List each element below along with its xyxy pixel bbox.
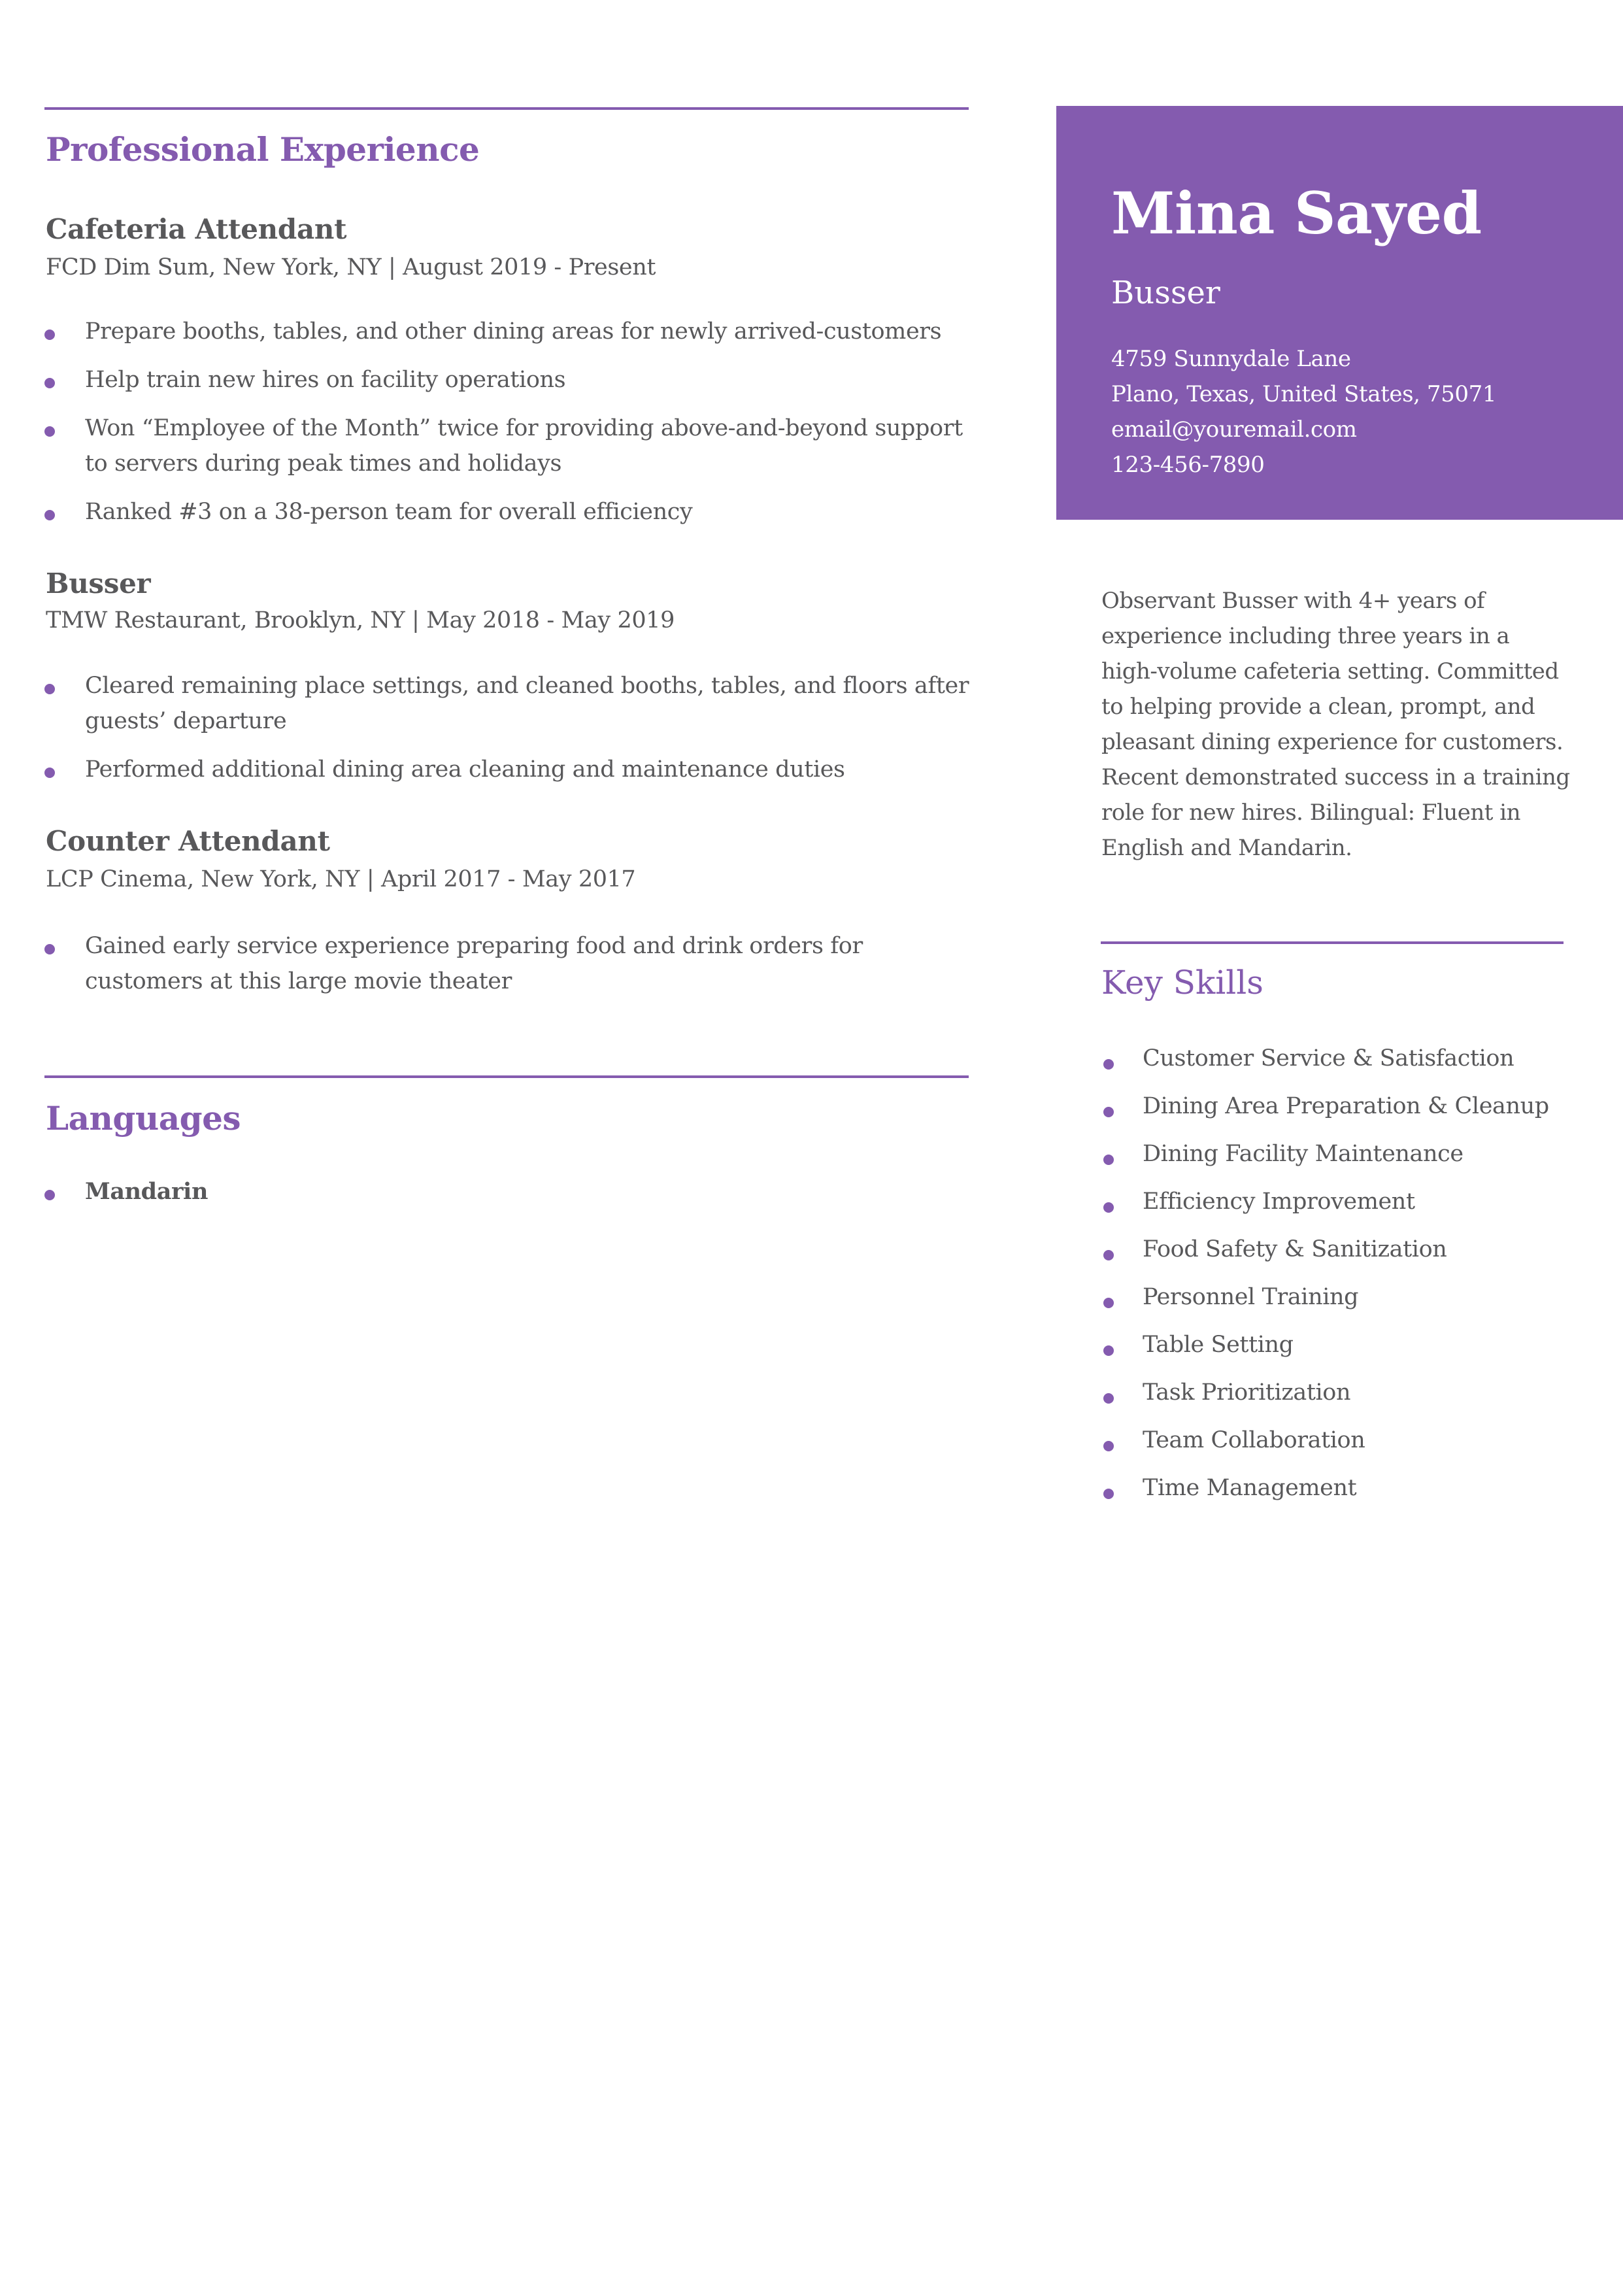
job-bullets — [44, 668, 973, 800]
bullet-icon — [1103, 1059, 1114, 1070]
experience-divider — [44, 107, 969, 110]
bullet-icon — [44, 510, 55, 520]
bullet-icon — [44, 378, 55, 388]
experience-heading: Professional Experience — [46, 130, 480, 169]
skill-item: Dining Facility Maintenance — [1103, 1136, 1549, 1184]
list-item: Help train new hires on facility operations — [44, 362, 973, 397]
candidate-name: Mina Sayed — [1111, 179, 1482, 247]
job-title: Cafeteria Attendant — [46, 213, 347, 245]
phone[interactable]: 123-456-7890 — [1111, 452, 1265, 478]
job-bullets — [44, 928, 979, 1012]
list-item: Ranked #3 on a 38-person team for overall efficiency — [44, 494, 973, 530]
list-item: Cleared remaining place settings, and cleaned booths, tables, and floors after guests’ departure — [44, 668, 973, 739]
languages-heading: Languages — [46, 1099, 241, 1138]
job-meta: FCD Dim Sum, New York, NY | August 2019 - Present — [46, 254, 656, 280]
job-bullets — [44, 314, 973, 543]
job-title: Counter Attendant — [46, 825, 330, 857]
bullet-icon — [44, 329, 55, 340]
bullet-icon — [1103, 1155, 1114, 1165]
header-box — [1056, 106, 1623, 520]
bullet-icon — [44, 944, 55, 954]
skill-item: Task Prioritization — [1103, 1375, 1549, 1423]
contact-info — [1111, 341, 1496, 482]
skills-heading: Key Skills — [1101, 964, 1263, 1002]
address-line-2: Plano, Texas, United States, 75071 — [1111, 381, 1497, 407]
skill-item: Dining Area Preparation & Cleanup — [1103, 1089, 1549, 1136]
bullet-icon — [1103, 1250, 1114, 1260]
skill-item: Food Safety & Sanitization — [1103, 1232, 1549, 1279]
address-line-1: 4759 Sunnydale Lane — [1111, 346, 1351, 372]
bullet-icon — [1103, 1345, 1114, 1356]
skills-list — [1103, 1041, 1549, 1518]
bullet-icon — [44, 684, 55, 694]
skill-item: Table Setting — [1103, 1327, 1549, 1375]
skill-item: Efficiency Improvement — [1103, 1184, 1549, 1232]
job-meta: LCP Cinema, New York, NY | April 2017 - May 2017 — [46, 866, 636, 892]
list-item: Won “Employee of the Month” twice for providing above-and-beyond support to servers during peak times and holidays — [44, 411, 973, 481]
list-item: Prepare booths, tables, and other dining areas for newly arrived-customers — [44, 314, 973, 349]
email[interactable]: email@youremail.com — [1111, 416, 1357, 443]
bullet-icon — [1103, 1489, 1114, 1499]
list-item: Performed additional dining area cleaning and maintenance duties — [44, 752, 973, 787]
bullet-icon — [44, 426, 55, 437]
skill-item: Team Collaboration — [1103, 1423, 1549, 1470]
skill-item: Personnel Training — [1103, 1279, 1549, 1327]
language-item: Mandarin — [44, 1174, 567, 1209]
list-item: Gained early service experience preparing food and drink orders for customers at this large movie theater — [44, 928, 979, 999]
candidate-title: Busser — [1111, 275, 1220, 311]
languages-divider — [44, 1075, 969, 1078]
skills-divider — [1101, 941, 1564, 944]
bullet-icon — [1103, 1393, 1114, 1404]
bullet-icon — [44, 768, 55, 778]
job-meta: TMW Restaurant, Brooklyn, NY | May 2018 - May 2019 — [46, 607, 675, 633]
bullet-icon — [1103, 1298, 1114, 1308]
languages-list — [44, 1174, 567, 1223]
bullet-icon — [1103, 1107, 1114, 1117]
job-title: Busser — [46, 567, 151, 599]
professional-summary: Observant Busser with 4+ years of experience including three years in a high-volume cafeteria setting. Committed to helping provide a clean, prompt, and pleasant dining experience for customers. Recent demonstrated success in a training role for new hires. Bilingual: Fluent in English and Mandarin. — [1101, 588, 1570, 861]
skill-item: Time Management — [1103, 1470, 1549, 1518]
bullet-icon — [1103, 1202, 1114, 1213]
skill-item: Customer Service & Satisfaction — [1103, 1041, 1549, 1089]
bullet-icon — [44, 1190, 55, 1200]
bullet-icon — [1103, 1441, 1114, 1451]
